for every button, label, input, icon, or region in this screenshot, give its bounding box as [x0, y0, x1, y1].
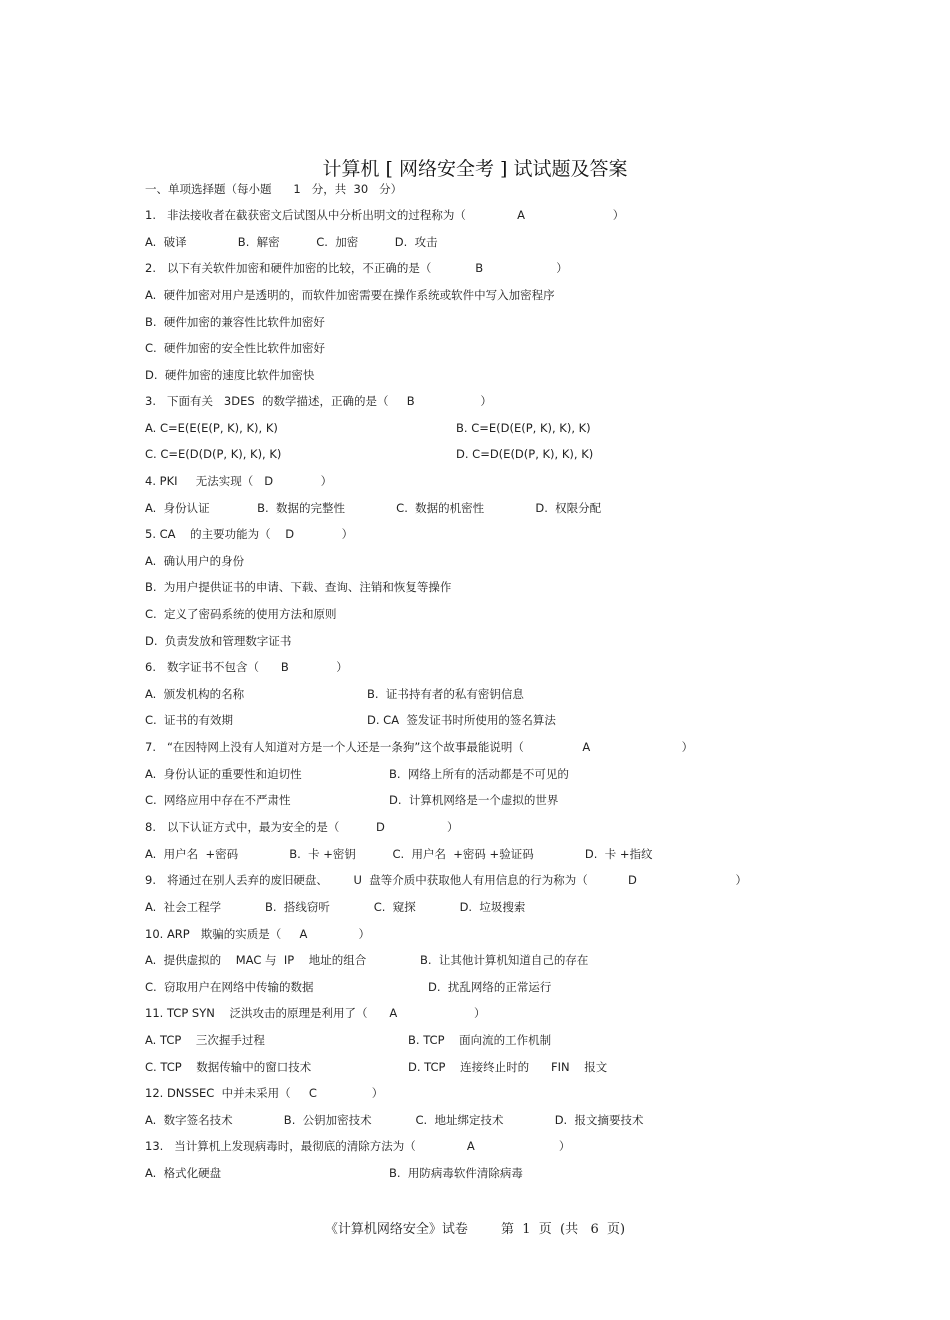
question-2-option-a: A. 硬件加密对用户是透明的，而软件加密需要在操作系统或软件中写入加密程序 — [145, 288, 555, 302]
question-10: 10. ARP 欺骗的实质是（ A ） — [145, 927, 371, 941]
question-13: 13. 当计算机上发现病毒时，最彻底的清除方法为（ A ） — [145, 1139, 571, 1153]
question-5-option-a: A. 确认用户的身份 — [145, 554, 245, 568]
document-title: 计算机 [ 网络安全考 ] 试试题及答案 — [322, 158, 628, 180]
question-7-option-d: D. 计算机网络是一个虚拟的世界 — [389, 793, 559, 807]
question-13-option-b: B. 用防病毒软件清除病毒 — [389, 1166, 523, 1180]
question-5-option-d: D. 负责发放和管理数字证书 — [145, 634, 292, 648]
question-1-options: A. 破译 B. 解密 C. 加密 D. 攻击 — [145, 235, 438, 249]
question-5-option-c: C. 定义了密码系统的使用方法和原则 — [145, 607, 337, 621]
question-6-option-c: C. 证书的有效期 — [145, 713, 233, 727]
question-1: 1. 非法接收者在截获密文后试图从中分析出明文的过程称为（ A ） — [145, 208, 625, 222]
question-3-option-a: A. C=E(E(E(P, K), K), K) — [145, 421, 278, 435]
question-11: 11. TCP SYN 泛洪攻击的原理是利用了（ A ） — [145, 1006, 486, 1020]
question-7-option-a: A. 身份认证的重要性和迫切性 — [145, 767, 302, 781]
question-13-option-a: A. 格式化硬盘 — [145, 1166, 222, 1180]
question-3-option-c: C. C=E(D(D(P, K), K), K) — [145, 447, 282, 461]
question-10-option-c: C. 窃取用户在网络中传输的数据 — [145, 980, 314, 994]
question-7-option-b: B. 网络上所有的活动都是不可见的 — [389, 767, 569, 781]
section-heading: 一、单项选择题（每小题 1 分，共 30 分） — [145, 182, 403, 196]
question-4-options: A. 身份认证 B. 数据的完整性 C. 数据的机密性 D. 权限分配 — [145, 501, 602, 515]
question-6-option-a: A. 颁发机构的名称 — [145, 687, 245, 701]
question-5-option-b: B. 为用户提供证书的申请、下载、查询、注销和恢复等操作 — [145, 580, 452, 594]
question-6: 6. 数字证书不包含（ B ） — [145, 660, 348, 674]
question-2: 2. 以下有关软件加密和硬件加密的比较，不正确的是（ B ） — [145, 261, 568, 275]
question-2-option-b: B. 硬件加密的兼容性比软件加密好 — [145, 315, 325, 329]
question-9-options: A. 社会工程学 B. 搭线窃听 C. 窥探 D. 垃圾搜索 — [145, 900, 526, 914]
question-7: 7. “在因特网上没有人知道对方是一个人还是一条狗”这个故事最能说明（ A ） — [145, 740, 694, 754]
question-11-option-a: A. TCP 三次握手过程 — [145, 1033, 265, 1047]
question-11-option-c: C. TCP 数据传输中的窗口技术 — [145, 1060, 312, 1074]
question-6-option-d: D. CA 签发证书时所使用的签名算法 — [367, 713, 556, 727]
question-8-options: A. 用户名 +密码 B. 卡 +密钥 C. 用户名 +密码 +验证码 D. 卡 +指纹 — [145, 847, 653, 861]
question-3-option-b: B. C=E(D(E(P, K), K), K) — [456, 421, 591, 435]
question-11-option-b: B. TCP 面向流的工作机制 — [408, 1033, 552, 1047]
question-4: 4. PKI 无法实现（ D ） — [145, 474, 333, 488]
question-10-option-d: D. 扰乱网络的正常运行 — [428, 980, 552, 994]
question-2-option-d: D. 硬件加密的速度比软件加密快 — [145, 368, 315, 382]
question-12: 12. DNSSEC 中并未采用（ C ） — [145, 1086, 384, 1100]
question-3-option-d: D. C=D(E(D(P, K), K), K) — [456, 447, 594, 461]
question-3: 3. 下面有关 3DES 的数学描述，正确的是（ B ） — [145, 394, 492, 408]
question-2-option-c: C. 硬件加密的安全性比软件加密好 — [145, 341, 325, 355]
question-11-option-d: D. TCP 连接终止时的 FIN 报文 — [408, 1060, 608, 1074]
page-footer: 《计算机网络安全》试卷 第 1 页 (共 6 页) — [324, 1222, 626, 1237]
question-6-option-b: B. 证书持有者的私有密钥信息 — [367, 687, 524, 701]
question-8: 8. 以下认证方式中，最为安全的是（ D ） — [145, 820, 459, 834]
question-10-option-a: A. 提供虚拟的 MAC 与 IP 地址的组合 — [145, 953, 367, 967]
question-10-option-b: B. 让其他计算机知道自己的存在 — [420, 953, 589, 967]
question-12-options: A. 数字签名技术 B. 公钥加密技术 C. 地址绑定技术 D. 报文摘要技术 — [145, 1113, 644, 1127]
question-5: 5. CA 的主要功能为（ D ） — [145, 527, 354, 541]
question-9: 9. 将通过在别人丢弃的废旧硬盘、 U 盘等介质中获取他人有用信息的行为称为（ D ） — [145, 873, 748, 887]
question-7-option-c: C. 网络应用中存在不严肃性 — [145, 793, 291, 807]
